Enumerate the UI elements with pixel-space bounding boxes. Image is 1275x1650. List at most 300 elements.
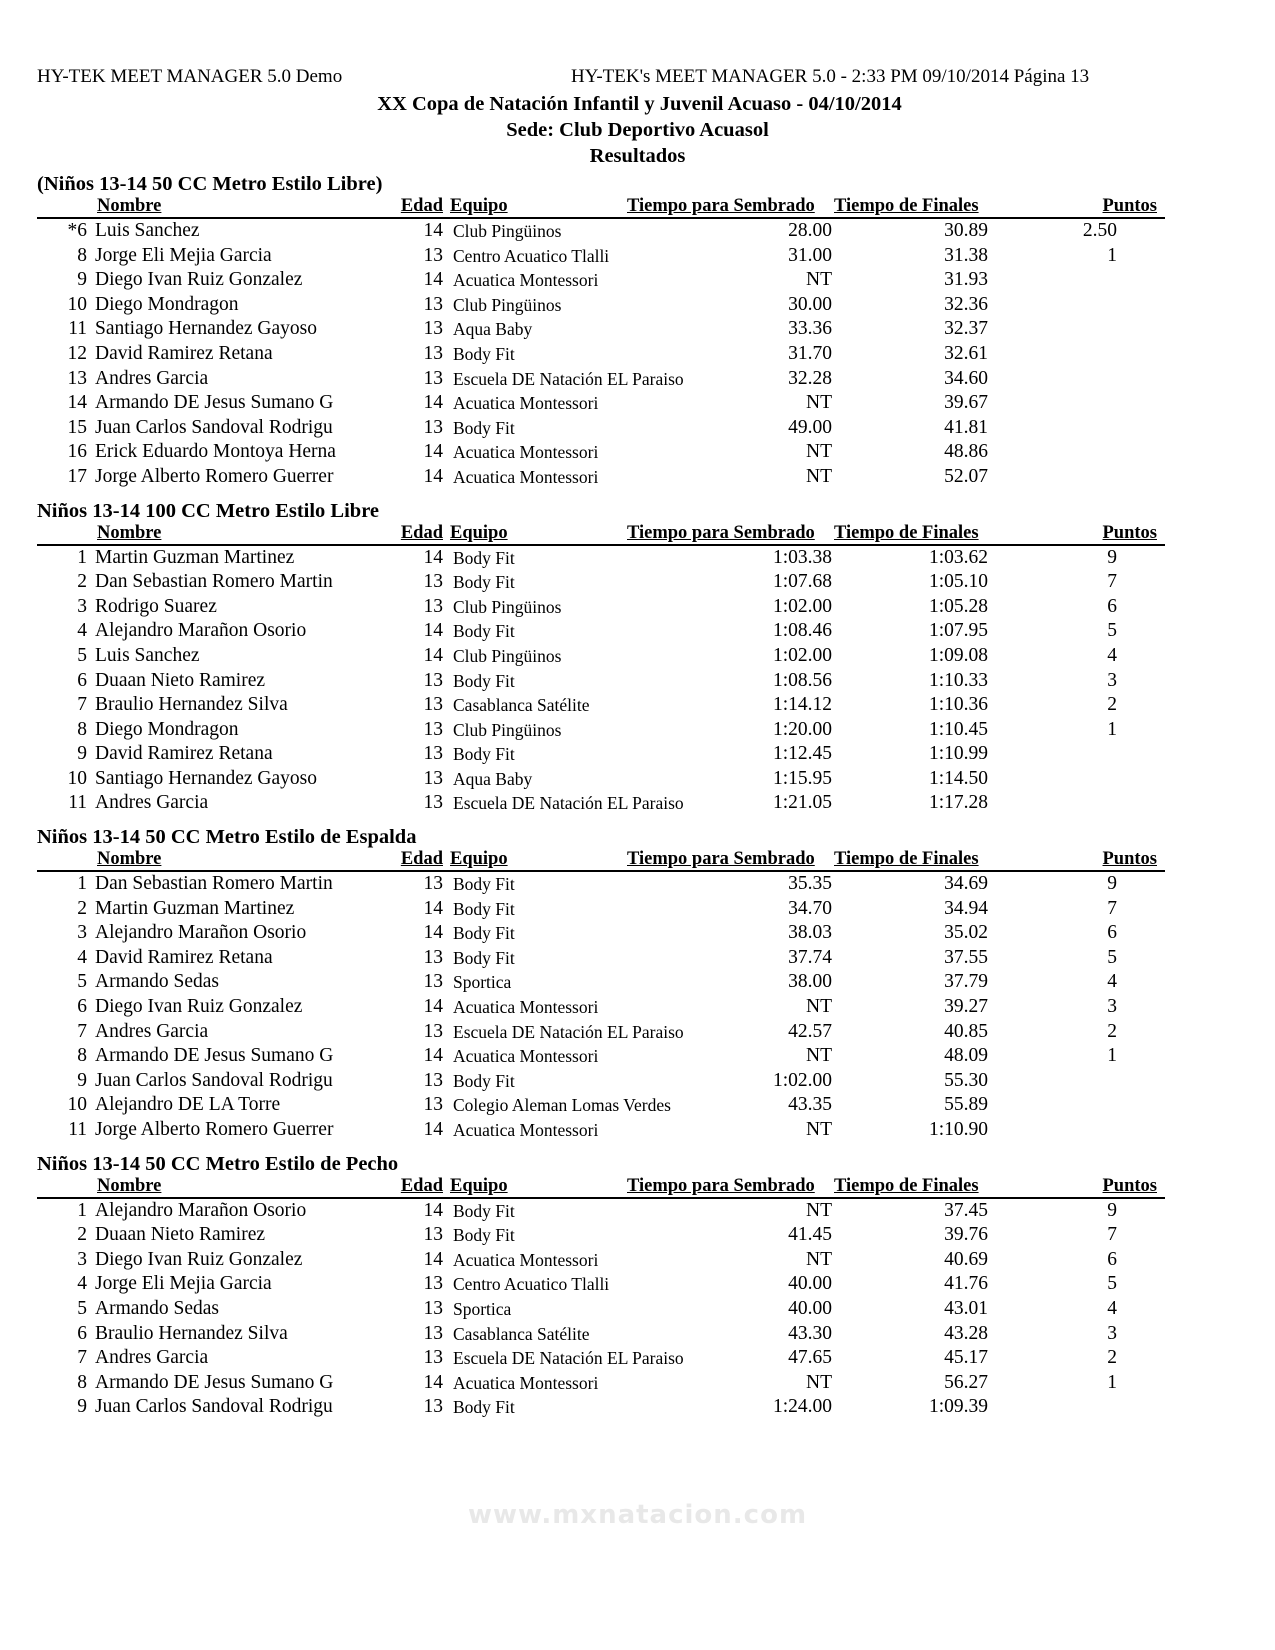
event-title: Niños 13-14 100 CC Metro Estilo Libre — [37, 499, 380, 522]
name-cell: Alejandro DE LA Torre — [95, 1094, 281, 1116]
points-cell: 5 — [1107, 946, 1117, 968]
final-time-cell: 37.45 — [944, 1199, 988, 1221]
event-title: (Niños 13-14 50 CC Metro Estilo Libre) — [37, 173, 383, 195]
team-cell: Body Fit — [453, 417, 515, 438]
age-cell: 14 — [423, 1371, 443, 1393]
seed-time-cell: 42.57 — [788, 1020, 832, 1042]
place-cell: 8 — [77, 718, 87, 740]
table-row — [37, 644, 1167, 669]
event-section — [37, 825, 1167, 1143]
final-time-cell: 31.38 — [944, 244, 988, 266]
column-header-nombre: Nombre — [97, 849, 162, 870]
team-cell: Body Fit — [453, 898, 515, 919]
name-cell: Jorge Eli Mejia Garcia — [95, 244, 272, 266]
points-cell: 9 — [1107, 873, 1117, 895]
team-cell: Body Fit — [453, 923, 515, 944]
points-cell: 9 — [1107, 546, 1117, 568]
age-cell: 13 — [423, 293, 443, 315]
name-cell: Andres Garcia — [95, 1347, 209, 1369]
event-title: Niños 13-14 50 CC Metro Estilo de Espalda — [37, 826, 417, 849]
table-row — [37, 1322, 1167, 1347]
place-cell: 11 — [68, 792, 87, 814]
seed-time-cell: NT — [806, 465, 832, 487]
seed-time-cell: 30.00 — [788, 293, 832, 315]
name-cell: Alejandro Marañon Osorio — [95, 922, 307, 944]
seed-time-cell: 1:21.05 — [772, 792, 832, 814]
final-time-cell: 34.69 — [944, 873, 988, 895]
place-cell: 8 — [77, 1371, 87, 1393]
age-cell: 14 — [423, 392, 443, 414]
place-cell: 4 — [77, 1273, 87, 1295]
age-cell: 13 — [423, 416, 443, 438]
column-header-edad: Edad — [400, 196, 443, 216]
team-cell: Escuela DE Natación EL Paraiso — [453, 1348, 684, 1369]
final-time-cell: 41.81 — [944, 416, 988, 438]
age-cell: 14 — [423, 1045, 443, 1067]
points-cell: 2 — [1107, 1020, 1117, 1042]
column-header-seed-time: Tiempo para Sembrado — [627, 522, 815, 543]
final-time-cell: 55.30 — [944, 1069, 988, 1091]
seed-time-cell: 1:08.56 — [772, 669, 832, 691]
place-cell: 5 — [77, 1297, 87, 1319]
table-row — [37, 1044, 1167, 1069]
age-cell: 13 — [423, 244, 443, 266]
final-time-cell: 1:17.28 — [928, 792, 988, 814]
final-time-cell: 1:10.90 — [928, 1119, 988, 1140]
column-header-puntos: Puntos — [1102, 522, 1157, 543]
place-cell: 6 — [77, 1322, 87, 1344]
team-cell: Casablanca Satélite — [453, 1323, 590, 1344]
final-time-cell: 1:05.28 — [928, 595, 988, 617]
place-cell: 17 — [67, 465, 87, 487]
name-cell: Duaan Nieto Ramirez — [95, 1224, 266, 1246]
points-cell: 7 — [1107, 897, 1117, 919]
place-cell: 10 — [67, 1094, 87, 1116]
place-cell: 9 — [77, 269, 87, 291]
team-cell: Body Fit — [453, 1070, 515, 1091]
column-header-final-time: Tiempo de Finales — [834, 1175, 979, 1196]
table-row — [37, 1297, 1167, 1322]
points-cell: 6 — [1107, 1248, 1117, 1270]
table-row — [37, 244, 1167, 269]
final-time-cell: 37.79 — [944, 971, 988, 993]
table-row — [37, 416, 1167, 441]
team-cell: Club Pingüinos — [453, 221, 562, 241]
column-header-equipo: Equipo — [450, 849, 508, 870]
place-cell: 7 — [77, 694, 87, 716]
table-row — [37, 293, 1167, 318]
place-cell: 14 — [67, 392, 87, 414]
age-cell: 13 — [423, 669, 443, 691]
seed-time-cell: 41.45 — [788, 1224, 832, 1246]
column-header-puntos: Puntos — [1102, 196, 1157, 216]
seed-time-cell: 1:08.46 — [772, 620, 832, 642]
place-cell: 1 — [77, 546, 87, 568]
column-header-edad: Edad — [400, 849, 443, 870]
team-cell: Club Pingüinos — [453, 596, 562, 617]
final-time-cell: 37.55 — [944, 946, 988, 968]
seed-time-cell: NT — [806, 269, 832, 291]
team-cell: Body Fit — [453, 670, 515, 691]
age-cell: 13 — [423, 1069, 443, 1091]
meet-title: XX Copa de Natación Infantil y Juvenil Acuaso - 04/10/2014 — [377, 93, 902, 115]
place-cell: 12 — [67, 342, 87, 364]
seed-time-cell: 1:02.00 — [772, 644, 832, 666]
name-cell: Jorge Eli Mejia Garcia — [95, 1273, 272, 1295]
final-time-cell: 43.01 — [944, 1297, 988, 1319]
column-header-equipo: Equipo — [450, 1175, 508, 1196]
column-header-nombre: Nombre — [97, 522, 162, 543]
team-cell: Acuatica Montessori — [453, 1249, 599, 1270]
table-row — [37, 718, 1167, 743]
column-header-final-time: Tiempo de Finales — [834, 196, 979, 216]
name-cell: Andres Garcia — [95, 367, 209, 389]
place-cell: 8 — [77, 1045, 87, 1067]
table-row — [37, 946, 1167, 971]
place-cell: 7 — [77, 1347, 87, 1369]
place-cell: 6 — [77, 996, 87, 1018]
team-cell: Acuatica Montessori — [453, 466, 599, 487]
results-sections — [37, 172, 1167, 1429]
table-row — [37, 1093, 1167, 1118]
age-cell: 13 — [423, 342, 443, 364]
seed-time-cell: NT — [806, 996, 832, 1018]
name-cell: Alejandro Marañon Osorio — [95, 620, 307, 642]
team-cell: Acuatica Montessori — [453, 270, 599, 291]
name-cell: Diego Mondragon — [95, 718, 239, 740]
team-cell: Acuatica Montessori — [453, 997, 599, 1018]
seed-time-cell: NT — [806, 441, 832, 463]
team-cell: Body Fit — [453, 621, 515, 642]
age-cell: 13 — [423, 743, 443, 765]
name-cell: Jorge Alberto Romero Guerrer — [95, 1119, 334, 1140]
age-cell: 14 — [423, 269, 443, 291]
final-time-cell: 35.02 — [944, 922, 988, 944]
age-cell: 13 — [423, 694, 443, 716]
age-cell: 13 — [423, 718, 443, 740]
print-info: HY-TEK's MEET MANAGER 5.0 - 2:33 PM 09/10/2014 Página 13 — [571, 66, 1090, 87]
table-row — [37, 570, 1167, 595]
name-cell: Juan Carlos Sandoval Rodrigu — [95, 1396, 333, 1418]
age-cell: 13 — [423, 792, 443, 814]
table-header — [37, 196, 1165, 219]
final-time-cell: 1:10.99 — [928, 743, 988, 765]
final-time-cell: 30.89 — [944, 220, 988, 241]
place-cell: 9 — [77, 743, 87, 765]
team-cell: Acuatica Montessori — [453, 1120, 599, 1140]
age-cell: 14 — [423, 897, 443, 919]
team-cell: Acuatica Montessori — [453, 1046, 599, 1067]
table-row — [37, 440, 1167, 465]
name-cell: Santiago Hernandez Gayoso — [95, 318, 318, 340]
column-header-nombre: Nombre — [97, 196, 162, 216]
final-time-cell: 41.76 — [944, 1273, 988, 1295]
table-row — [37, 669, 1167, 694]
team-cell: Acuatica Montessori — [453, 393, 599, 414]
seed-time-cell: 28.00 — [788, 220, 832, 241]
points-cell: 4 — [1107, 644, 1117, 666]
place-cell: 4 — [77, 946, 87, 968]
team-cell: Colegio Aleman Lomas Verdes — [453, 1095, 671, 1116]
age-cell: 14 — [423, 465, 443, 487]
column-header-puntos: Puntos — [1102, 1175, 1157, 1196]
points-cell: 4 — [1107, 1297, 1117, 1319]
final-time-cell: 32.37 — [944, 318, 988, 340]
age-cell: 14 — [423, 620, 443, 642]
place-cell: 10 — [67, 767, 87, 789]
seed-time-cell: NT — [806, 392, 832, 414]
final-time-cell: 48.86 — [944, 441, 988, 463]
table-row — [37, 791, 1167, 816]
column-header-seed-time: Tiempo para Sembrado — [627, 849, 815, 870]
seed-time-cell: 1:14.12 — [772, 694, 832, 716]
seed-time-cell: NT — [806, 1199, 832, 1221]
final-time-cell: 40.85 — [944, 1020, 988, 1042]
seed-time-cell: 33.36 — [788, 318, 832, 340]
seed-time-cell: 1:07.68 — [772, 571, 832, 593]
final-time-cell: 45.17 — [944, 1347, 988, 1369]
age-cell: 14 — [423, 1248, 443, 1270]
table-row — [37, 268, 1167, 293]
age-cell: 14 — [423, 996, 443, 1018]
name-cell: Armando DE Jesus Sumano G — [95, 1371, 334, 1393]
seed-time-cell: 37.74 — [788, 946, 832, 968]
team-cell: Club Pingüinos — [453, 294, 562, 315]
seed-time-cell: 43.35 — [788, 1094, 832, 1116]
event-title: Niños 13-14 50 CC Metro Estilo de Pecho — [37, 1152, 399, 1175]
place-cell: 2 — [77, 571, 87, 593]
name-cell: Braulio Hernandez Silva — [95, 694, 288, 716]
team-cell: Escuela DE Natación EL Paraiso — [453, 368, 684, 389]
final-time-cell: 32.36 — [944, 293, 988, 315]
table-row — [37, 1020, 1167, 1045]
seed-time-cell: 1:12.45 — [772, 743, 832, 765]
seed-time-cell: 34.70 — [788, 897, 832, 919]
place-cell: 1 — [77, 1199, 87, 1221]
final-time-cell: 56.27 — [944, 1371, 988, 1393]
age-cell: 13 — [423, 1224, 443, 1246]
team-cell: Body Fit — [453, 947, 515, 968]
column-header-edad: Edad — [400, 522, 443, 543]
team-cell: Body Fit — [453, 547, 515, 568]
seed-time-cell: NT — [806, 1119, 832, 1140]
name-cell: Luis Sanchez — [95, 220, 200, 241]
final-time-cell: 1:05.10 — [928, 571, 988, 593]
team-cell: Body Fit — [453, 572, 515, 593]
place-cell: 7 — [77, 1020, 87, 1042]
name-cell: Braulio Hernandez Silva — [95, 1322, 288, 1344]
place-cell: 4 — [77, 620, 87, 642]
column-header-equipo: Equipo — [450, 196, 508, 216]
place-cell: 3 — [77, 595, 87, 617]
name-cell: Martin Guzman Martinez — [95, 897, 295, 919]
place-cell: 1 — [77, 873, 87, 895]
seed-time-cell: 31.70 — [788, 342, 832, 364]
team-cell: Sportica — [453, 1298, 512, 1319]
name-cell: Diego Ivan Ruiz Gonzalez — [95, 1248, 303, 1270]
seed-time-cell: NT — [806, 1371, 832, 1393]
team-cell: Body Fit — [453, 343, 515, 364]
age-cell: 13 — [423, 571, 443, 593]
place-cell: 5 — [77, 971, 87, 993]
table-header — [37, 523, 1165, 546]
column-header-puntos: Puntos — [1102, 849, 1157, 870]
seed-time-cell: 32.28 — [788, 367, 832, 389]
name-cell: David Ramirez Retana — [95, 743, 273, 765]
seed-time-cell: 35.35 — [788, 873, 832, 895]
event-section — [37, 499, 1167, 817]
seed-time-cell: 1:15.95 — [772, 767, 832, 789]
final-time-cell: 1:09.08 — [928, 644, 988, 666]
points-cell: 2 — [1107, 694, 1117, 716]
points-cell: 9 — [1107, 1199, 1117, 1221]
name-cell: Andres Garcia — [95, 1020, 209, 1042]
table-row — [37, 367, 1167, 392]
seed-time-cell: 1:02.00 — [772, 595, 832, 617]
name-cell: Armando Sedas — [95, 1297, 220, 1319]
column-header-final-time: Tiempo de Finales — [834, 849, 979, 870]
place-cell: 10 — [67, 293, 87, 315]
table-row — [37, 1069, 1167, 1094]
column-header-equipo: Equipo — [450, 522, 508, 543]
team-cell: Body Fit — [453, 744, 515, 765]
team-cell: Aqua Baby — [453, 319, 533, 340]
name-cell: Armando DE Jesus Sumano G — [95, 392, 334, 414]
final-time-cell: 34.60 — [944, 367, 988, 389]
points-cell: 1 — [1107, 718, 1117, 740]
name-cell: Diego Mondragon — [95, 293, 239, 315]
final-time-cell: 31.93 — [944, 269, 988, 291]
place-cell: 6 — [77, 669, 87, 691]
name-cell: Andres Garcia — [95, 792, 209, 814]
table-header — [37, 849, 1165, 872]
points-cell: 5 — [1107, 620, 1117, 642]
team-cell: Body Fit — [453, 1225, 515, 1246]
final-time-cell: 39.27 — [944, 996, 988, 1018]
column-header-seed-time: Tiempo para Sembrado — [627, 196, 815, 216]
table-row — [37, 1118, 1167, 1143]
table-row — [37, 1223, 1167, 1248]
table-row — [37, 1371, 1167, 1396]
table-row — [37, 742, 1167, 767]
points-cell: 7 — [1107, 571, 1117, 593]
table-row — [37, 1199, 1167, 1224]
points-cell: 6 — [1107, 922, 1117, 944]
table-row — [37, 219, 1167, 244]
age-cell: 13 — [423, 946, 443, 968]
seed-time-cell: 40.00 — [788, 1273, 832, 1295]
name-cell: Luis Sanchez — [95, 644, 200, 666]
seed-time-cell: 1:20.00 — [772, 718, 832, 740]
team-cell: Body Fit — [453, 1397, 515, 1418]
age-cell: 13 — [423, 367, 443, 389]
age-cell: 13 — [423, 1396, 443, 1418]
team-cell: Club Pingüinos — [453, 719, 562, 740]
name-cell: Duaan Nieto Ramirez — [95, 669, 266, 691]
name-cell: Juan Carlos Sandoval Rodrigu — [95, 1069, 333, 1091]
seed-time-cell: 49.00 — [788, 416, 832, 438]
name-cell: Armando Sedas — [95, 971, 220, 993]
table-row — [37, 767, 1167, 792]
table-row — [37, 546, 1167, 571]
final-time-cell: 32.61 — [944, 342, 988, 364]
final-time-cell: 1:07.95 — [928, 620, 988, 642]
name-cell: David Ramirez Retana — [95, 946, 273, 968]
points-cell: 1 — [1107, 1371, 1117, 1393]
table-row — [37, 595, 1167, 620]
column-header-final-time: Tiempo de Finales — [834, 522, 979, 543]
age-cell: 14 — [423, 441, 443, 463]
points-cell: 2 — [1107, 1347, 1117, 1369]
venue-title: Sede: Club Deportivo Acuasol — [506, 119, 769, 141]
table-row — [37, 391, 1167, 416]
points-cell: 1 — [1107, 1045, 1117, 1067]
age-cell: 13 — [423, 1273, 443, 1295]
place-cell: *6 — [67, 220, 87, 241]
name-cell: Jorge Alberto Romero Guerrer — [95, 465, 334, 487]
final-time-cell: 1:10.36 — [928, 694, 988, 716]
column-header-edad: Edad — [400, 1175, 443, 1196]
name-cell: David Ramirez Retana — [95, 342, 273, 364]
place-cell: 13 — [67, 367, 87, 389]
place-cell: 2 — [77, 897, 87, 919]
seed-time-cell: NT — [806, 1045, 832, 1067]
points-cell: 6 — [1107, 595, 1117, 617]
table-row — [37, 995, 1167, 1020]
age-cell: 13 — [423, 1297, 443, 1319]
age-cell: 14 — [423, 1119, 443, 1140]
name-cell: Martin Guzman Martinez — [95, 546, 295, 568]
team-cell: Body Fit — [453, 1200, 515, 1221]
place-cell: 16 — [67, 441, 87, 463]
seed-time-cell: 1:03.38 — [772, 546, 832, 568]
place-cell: 3 — [77, 922, 87, 944]
table-row — [37, 1346, 1167, 1371]
event-section — [37, 1152, 1167, 1420]
points-cell: 3 — [1107, 996, 1117, 1018]
final-time-cell: 48.09 — [944, 1045, 988, 1067]
seed-time-cell: 38.00 — [788, 971, 832, 993]
age-cell: 13 — [423, 971, 443, 993]
table-header — [37, 1176, 1165, 1199]
name-cell: Diego Ivan Ruiz Gonzalez — [95, 269, 303, 291]
name-cell: Dan Sebastian Romero Martin — [95, 571, 333, 593]
seed-time-cell: 38.03 — [788, 922, 832, 944]
final-time-cell: 1:09.39 — [928, 1396, 988, 1418]
table-row — [37, 970, 1167, 995]
age-cell: 14 — [423, 546, 443, 568]
name-cell: Erick Eduardo Montoya Herna — [95, 441, 336, 463]
points-cell: 5 — [1107, 1273, 1117, 1295]
points-cell: 3 — [1107, 1322, 1117, 1344]
table-row — [37, 872, 1167, 897]
column-header-seed-time: Tiempo para Sembrado — [627, 1175, 815, 1196]
table-row — [37, 1248, 1167, 1273]
final-time-cell: 40.69 — [944, 1248, 988, 1270]
final-time-cell: 39.76 — [944, 1224, 988, 1246]
age-cell: 13 — [423, 1322, 443, 1344]
table-row — [37, 465, 1167, 490]
final-time-cell: 34.94 — [944, 897, 988, 919]
seed-time-cell: 40.00 — [788, 1297, 832, 1319]
team-cell: Body Fit — [453, 874, 515, 895]
table-row — [37, 1272, 1167, 1297]
place-cell: 9 — [77, 1396, 87, 1418]
table-row — [37, 342, 1167, 367]
points-cell: 4 — [1107, 971, 1117, 993]
age-cell: 14 — [423, 220, 443, 241]
final-time-cell: 55.89 — [944, 1094, 988, 1116]
